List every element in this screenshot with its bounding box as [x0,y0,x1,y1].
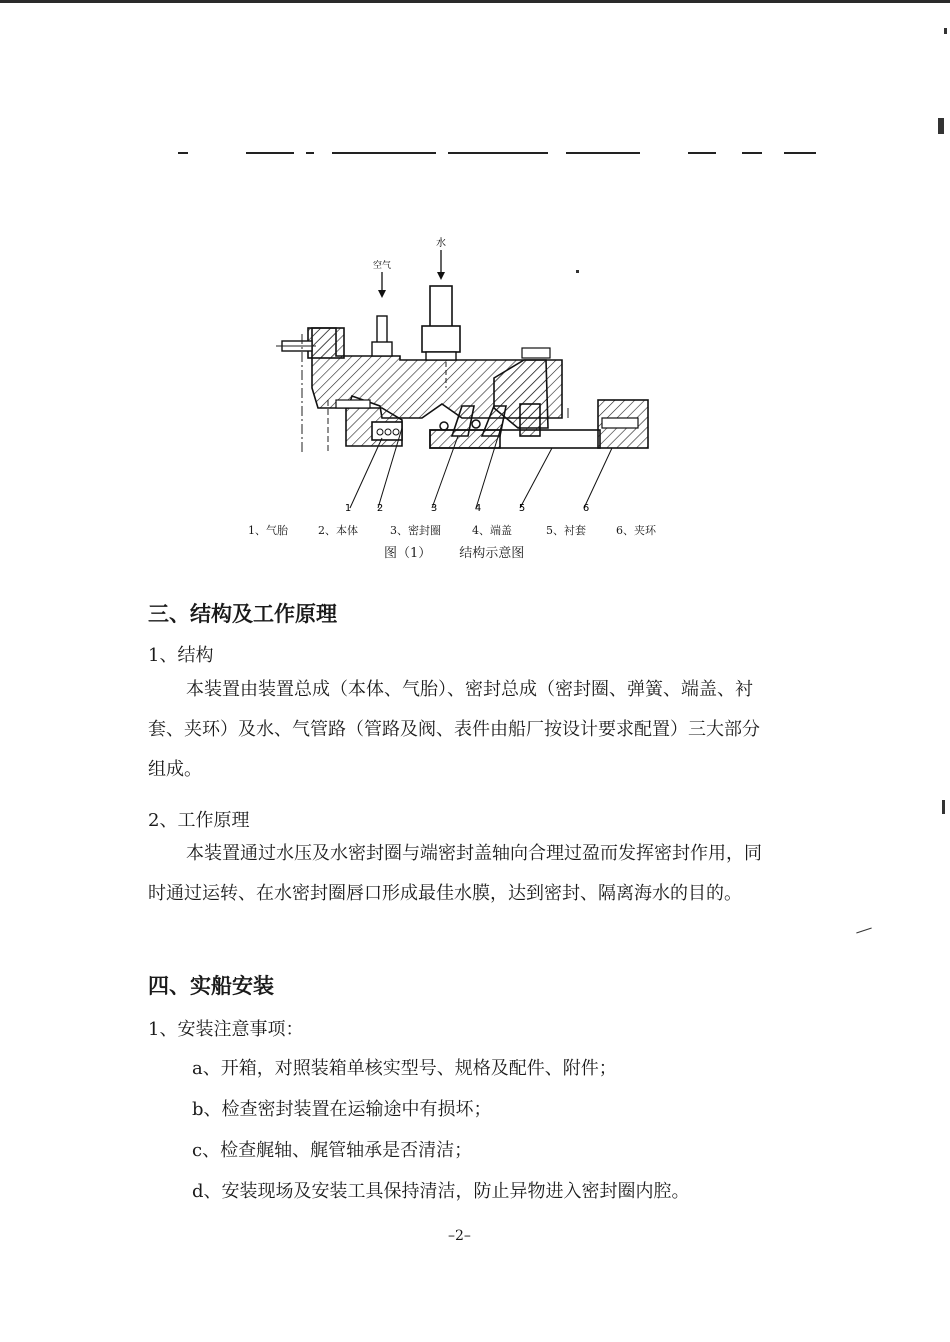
scan-speck [576,270,579,273]
figure-caption-number: 图（1） [384,546,432,561]
top-scan-border [0,0,950,3]
legend-item: 6、夹环 [616,524,656,537]
scan-speck [938,118,944,134]
air-label: 空气 [372,261,392,271]
sleeve-flange [520,404,540,436]
checklist-item-b: b、检查密封装置在运输途中有损坏； [192,1099,492,1120]
section-4-heading: 四、实船安装 [148,973,274,998]
callout-6: 6 [582,503,590,514]
section-3-para-1 [148,670,772,790]
section-3-heading: 三、结构及工作原理 [148,601,337,626]
legend-item: 5、衬套 [546,524,586,537]
legend-item: 3、密封圈 [390,524,441,537]
scan-speck [944,28,947,34]
checklist-item-d: d、安装现场及安装工具保持清洁，防止异物进入密封圈内腔。 [192,1181,690,1202]
header-dash [448,152,548,154]
left-flange [308,328,344,358]
callout-1: 1 [344,503,352,514]
air-tire [372,422,402,440]
header-dash [566,152,640,154]
para-text: 本装置通过水压及水密封圈与端密封盖轴向合理过盈而发挥密封作用，同时通过运转、在水密封圈唇口形成最佳水膜，达到密封、隔离海水的目的。 [148,843,762,904]
figure-caption [384,542,524,561]
legend-item: 4、端盖 [472,524,512,537]
header-dash [332,152,436,154]
header-dash [784,152,816,154]
water-label: 水 [436,238,446,249]
header-dash [742,152,762,154]
header-dash [306,152,314,154]
callout-3: 3 [430,503,438,514]
para-text: 本装置由装置总成（本体、气胎）、密封总成（密封圈、弹簧、端盖、衬套、夹环）及水、气管路（管路及阀、表件由船厂按设计要求配置）三大部分组成。 [148,679,760,780]
figure-legend [240,522,680,540]
callout-4: 4 [474,503,482,514]
checklist-item-a: a、开箱，对照装箱单核实型号、规格及配件、附件； [192,1058,617,1079]
air-inlet-pipe [377,316,387,344]
section-3-sub-1: 1、结构 [148,645,214,666]
scan-speck [942,800,945,814]
seal-structure-diagram [262,228,662,528]
water-inlet-pipe [430,286,452,328]
section-4-sub-1: 1、安装注意事项： [148,1019,304,1040]
callout-2: 2 [376,503,384,514]
scan-speck [856,928,872,934]
header-dash [688,152,716,154]
legend-item: 2、本体 [318,524,358,537]
checklist-item-c: c、检查艉轴、艉管轴承是否清洁； [192,1140,473,1161]
section-3-sub-2: 2、工作原理 [148,810,250,831]
page-number: –2– [448,1228,471,1244]
water-inlet-nut [422,326,460,352]
header-dash [246,152,294,154]
section-3-para-2 [148,834,772,914]
legend-item: 1、气胎 [248,524,288,537]
air-inlet-nut [372,342,392,356]
header-dash [178,152,188,154]
callout-5: 5 [518,503,526,514]
figure-caption-title: 结构示意图 [459,546,525,561]
